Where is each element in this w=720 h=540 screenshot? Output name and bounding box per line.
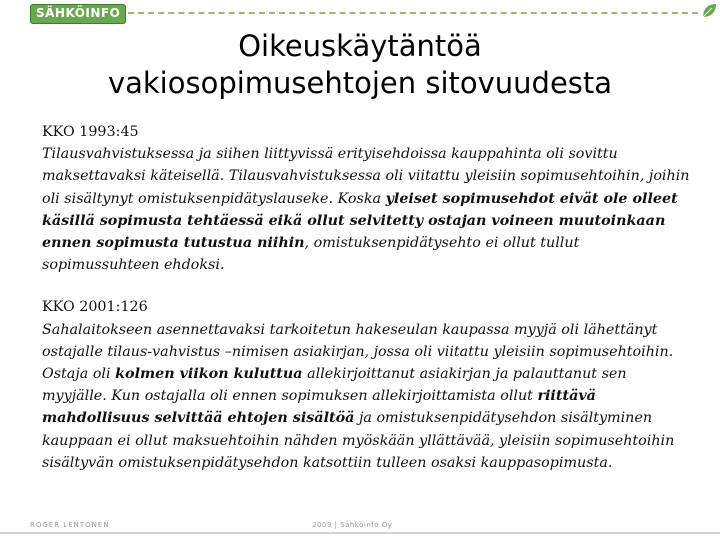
case-text: allekirjoittanut asiakirjan ja palauttanut sen myyjälle. Kun ostajalla oli ennen sopimuksen allekirjoittamista ollut bbox=[42, 366, 627, 405]
case-emphasis: yleiset sopimusehdot eivät ole olleet käsillä sopimusta tehtäessä eikä ollut selvitetty ostajan voineen muutoinkaan ennen sopimusta tutustua niihin bbox=[42, 190, 678, 252]
case-text: , omistuksenpidätysehto ei ollut tullut sopimussuhteen ehdoksi. bbox=[42, 235, 580, 274]
case-text: ja omistuksenpidätysehdon sisältyminen kauppaan ei ollut maksuehtoihin nähden myöskään yllättävää, yleisiin sopimusehtoihin sisältyvän omistuksenpidätysehdon katsottiin tulleen osaksi kauppasopimusta. bbox=[42, 410, 675, 471]
paragraph-gap bbox=[42, 276, 692, 296]
page-title bbox=[0, 28, 720, 102]
footer-copyright: 2009 | Sähköinfo Oy bbox=[312, 521, 393, 529]
header-bar bbox=[0, 0, 720, 26]
case-text: Tilausvahvistuksessa ja siihen liittyvissä erityisehdoissa kauppahinta oli sovittu maksettavaksi käteisellä. Tilausvahvistuksessa oli viitattu yleisiin sopimusehtoihin, joihin oli sisältynyt omistuksenpidätyslauseke. Koska bbox=[42, 146, 690, 207]
case-emphasis: kolmen viikon kuluttua bbox=[115, 366, 303, 383]
case-emphasis: riittävä mahdollisuus selvittää ehtojen sisältöä bbox=[42, 388, 596, 427]
title-line-1: Oikeuskäytäntöä bbox=[238, 29, 482, 63]
case-reference: KKO 1993:45 bbox=[42, 124, 139, 140]
leaf-icon bbox=[700, 2, 718, 20]
case-reference: KKO 2001:126 bbox=[42, 299, 148, 316]
sahkoinfo-logo: SÄHKÖINFO bbox=[30, 4, 126, 24]
slide-content bbox=[42, 121, 692, 474]
title-line-2: vakiosopimusehtojen sitovuudesta bbox=[107, 66, 613, 100]
footer-author: ROGER LENTONEN bbox=[30, 521, 110, 529]
footer-divider bbox=[0, 532, 720, 534]
case-description bbox=[42, 319, 692, 474]
case-text: Sahalaitokseen asennettavaksi tarkoitetun hakeseulan kaupassa myyjä oli lähettänyt ostajalle tilaus-vahvistus –nimisen asiakirjan, jossa oli viitattu yleisiin sopimusehtoihin. Ostaja oli bbox=[42, 321, 674, 383]
header-divider bbox=[128, 12, 698, 14]
case-description bbox=[42, 143, 692, 276]
